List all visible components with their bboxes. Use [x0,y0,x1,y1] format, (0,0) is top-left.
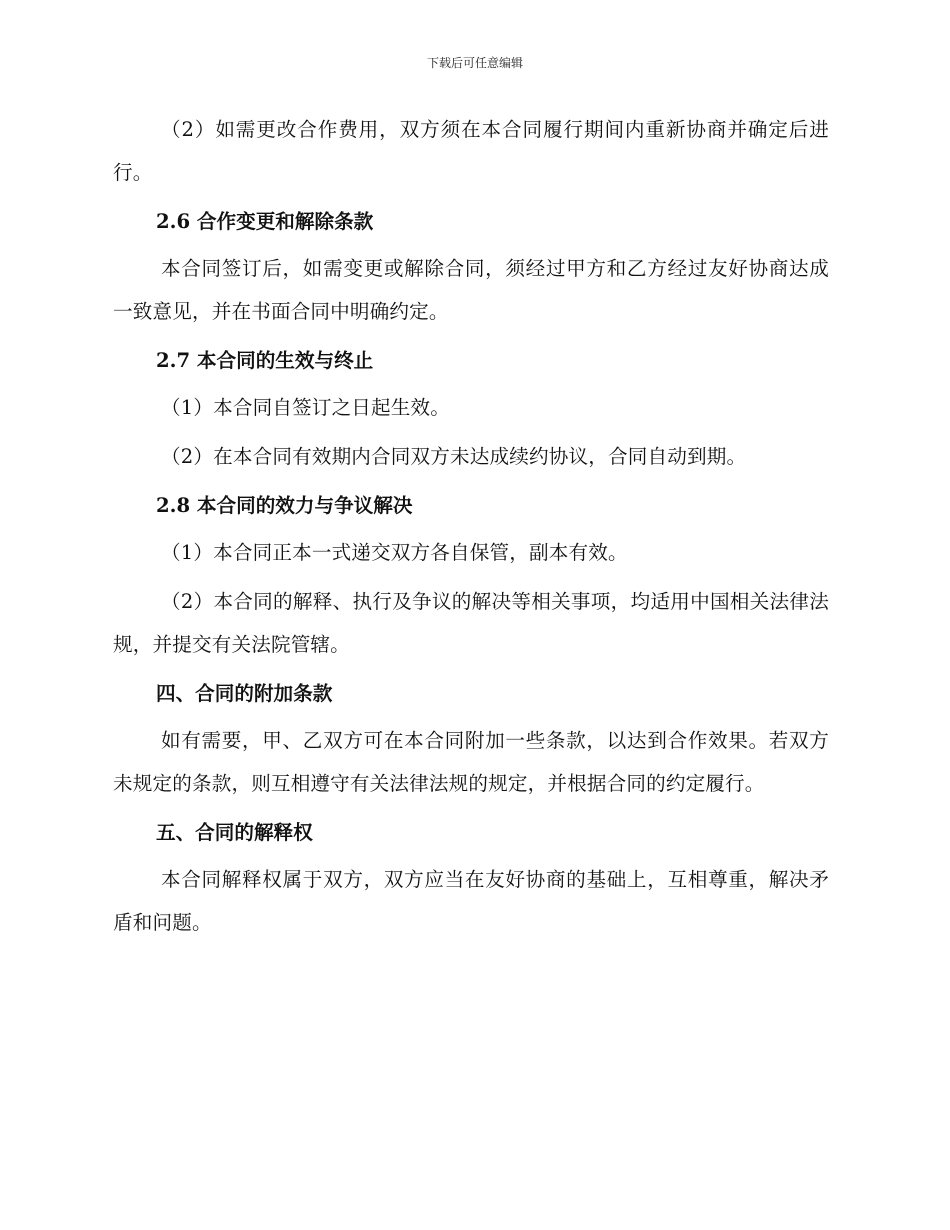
page-header: 下载后可任意编辑 [426,56,523,70]
section-heading-interpretation: 五、合同的解释权 [156,821,313,844]
section-heading-2-6: 2.6 合作变更和解除条款 [156,210,374,233]
paragraph-expiry: （2）在本合同有效期内合同双方未达成续约协议，合同自动到期。 [161,445,747,468]
paragraph-change-termination: 本合同签订后，如需变更或解除合同，须经过甲方和乙方经过友好协商达成一致意见，并在书面合同中明确约定。 [113,257,829,323]
paragraph-copies: （1）本合同正本一式递交双方各自保管，副本有效。 [161,541,628,564]
document-body [113,108,829,944]
section-heading-additional-terms: 四、合同的附加条款 [156,682,333,705]
section-heading-2-8: 2.8 本合同的效力与争议解决 [156,494,413,517]
paragraph-dispute: （2）本合同的解释、执行及争议的解决等相关事项，均适用中国相关法律法规，并提交有关法院管辖。 [113,590,829,656]
paragraph-interpretation: 本合同解释权属于双方，双方应当在友好协商的基础上，互相尊重，解决矛盾和问题。 [113,868,829,934]
paragraph-effective: （1）本合同自签订之日起生效。 [161,396,451,419]
section-heading-2-7: 2.7 本合同的生效与终止 [156,349,374,372]
paragraph-additional-terms: 如有需要，甲、乙双方可在本合同附加一些条款，以达到合作效果。若双方未规定的条款，则互相遵守有关法律法规的规定，并根据合同的约定履行。 [113,729,829,795]
paragraph-fee-change: （2）如需更改合作费用，双方须在本合同履行期间内重新协商并确定后进行。 [113,118,829,184]
